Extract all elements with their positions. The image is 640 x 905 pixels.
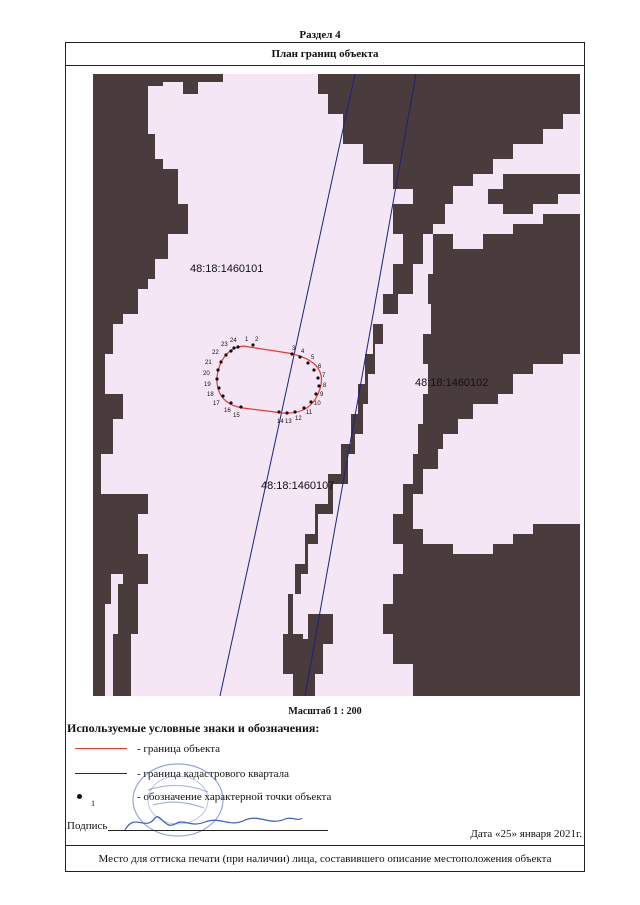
point-label: 23	[221, 342, 228, 348]
point-label: 13	[285, 419, 292, 425]
terrain-right-upper	[488, 174, 580, 214]
point-label: 5	[311, 355, 315, 361]
legend-item-point: 1 - обозначение характерной точки объекта	[75, 790, 331, 804]
point-labels	[203, 337, 327, 425]
plan-title: План границ объекта	[65, 42, 585, 66]
point-label: 4	[301, 349, 305, 355]
terrain-left-top-notch	[163, 74, 223, 94]
point-label: 11	[306, 410, 313, 416]
point-label: 9	[320, 392, 324, 398]
map-svg	[93, 74, 580, 696]
point-label: 15	[233, 413, 240, 419]
point-label: 6	[318, 364, 322, 370]
terrain-left-block	[93, 74, 188, 696]
point-label: 21	[205, 360, 212, 366]
signature-label: Подпись	[67, 820, 108, 832]
point-label: 8	[323, 383, 327, 389]
stamp-place-note: Место для оттиска печати (при наличии) лица, составившего описание местоположения объекта	[65, 845, 585, 872]
point-label: 10	[314, 401, 321, 407]
handwritten-signature	[120, 810, 305, 836]
parcel-label-east: 48:18:1460102	[415, 377, 489, 389]
point-label: 3	[292, 346, 296, 352]
point-label: 12	[295, 416, 302, 422]
parcel-label-north: 48:18:1460101	[190, 263, 264, 275]
point-label: 2	[255, 337, 259, 343]
point-label: 22	[212, 350, 219, 356]
point-label: 24	[230, 338, 237, 344]
point-label: 16	[224, 408, 231, 414]
terrain-left-lower	[113, 554, 148, 696]
point-label: 19	[204, 382, 211, 388]
blue-line-icon	[75, 767, 127, 781]
point-label: 7	[322, 373, 326, 379]
boundary-map	[93, 74, 580, 696]
point-dot-icon: 1	[75, 790, 127, 804]
section-title: Раздел 4	[299, 29, 341, 41]
point-label: 14	[277, 419, 284, 425]
point-label: 1	[245, 337, 249, 343]
parcel-label-south: 48:18:1460107	[261, 480, 335, 492]
quarter-border-line-1	[220, 74, 355, 696]
date-text: Дата «25» января 2021г.	[470, 828, 582, 840]
point-label: 20	[203, 371, 210, 377]
scale-label: Масштаб 1 : 200	[288, 706, 362, 717]
legend-title: Используемые условные знаки и обозначения:	[67, 721, 320, 735]
terrain-top-right	[318, 74, 580, 234]
red-line-icon	[75, 742, 127, 756]
legend-item-object-border: - граница объекта	[75, 742, 220, 756]
point-label: 18	[207, 392, 214, 398]
legend-item-quarter-border: - граница кадастрового квартала	[75, 767, 289, 781]
characteristic-points	[215, 343, 320, 414]
terrain-dark-areas	[93, 74, 580, 696]
terrain-bottom-mid	[298, 614, 333, 696]
point-label: 17	[213, 401, 220, 407]
